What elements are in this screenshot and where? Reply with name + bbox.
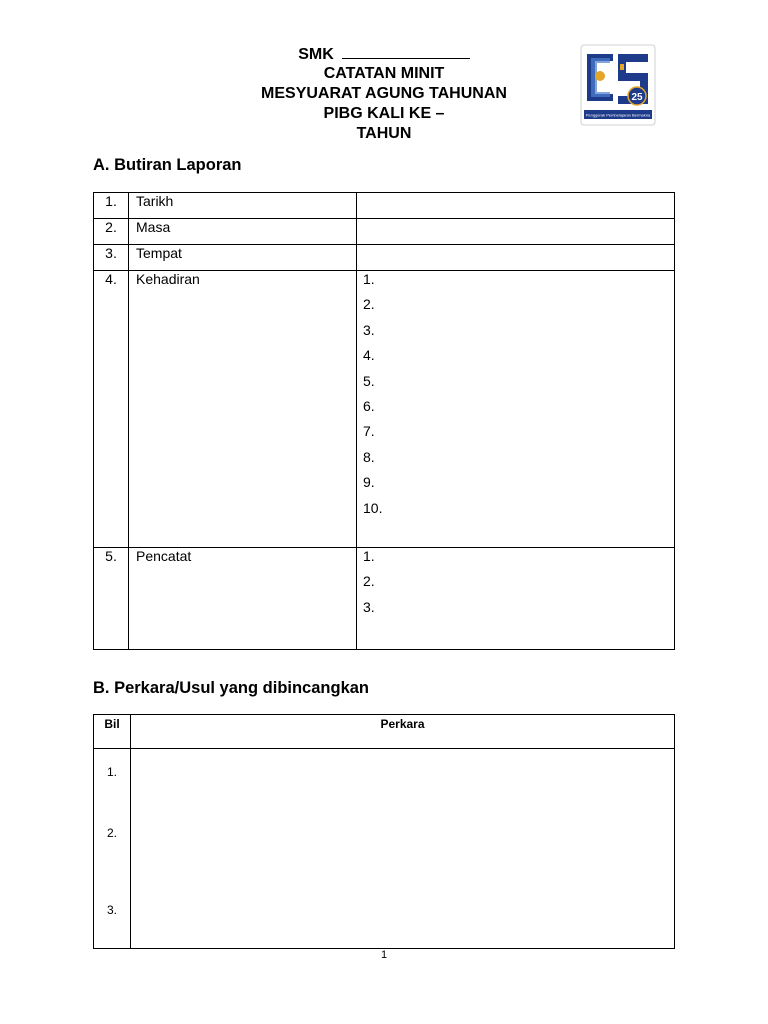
attendance-list[interactable]: [357, 271, 675, 548]
recorder-list[interactable]: [357, 548, 675, 650]
row-value-cell[interactable]: [357, 245, 675, 271]
row-number: 2.: [94, 219, 129, 245]
column-header-bil: Bil: [94, 715, 131, 749]
list-item: 6.: [363, 397, 375, 414]
row-number: 3.: [106, 903, 117, 917]
list-item: 3.: [363, 598, 375, 615]
school-prefix: SMK: [298, 46, 334, 63]
table-row: [94, 271, 675, 548]
column-header-perkara: Perkara: [131, 715, 675, 749]
row-number: 1.: [106, 765, 117, 779]
row-number: 5.: [94, 548, 129, 650]
table-row: [94, 548, 675, 650]
bil-column: [94, 749, 131, 949]
table-row: [94, 245, 675, 271]
list-item: 9.: [363, 474, 375, 491]
meeting-title-line: MESYUARAT AGUNG TAHUNAN: [261, 85, 507, 102]
list-item: 2.: [363, 573, 375, 590]
doc-title-line: CATATAN MINIT: [323, 65, 445, 82]
pibg-line: PIBG KALI KE –: [323, 105, 445, 122]
row-number: 2.: [106, 826, 117, 840]
list-item: 8.: [363, 448, 375, 465]
list-item: 5.: [363, 372, 375, 389]
row-label: Pencatat: [129, 548, 357, 650]
section-a-title: A. Butiran Laporan: [93, 156, 242, 174]
list-item: 1.: [363, 548, 375, 564]
list-item: 4.: [363, 347, 375, 364]
list-item: 2.: [363, 296, 375, 313]
row-value-cell[interactable]: [357, 219, 675, 245]
table-row: [94, 193, 675, 219]
list-item: 3.: [363, 321, 375, 338]
row-label: Masa: [129, 219, 357, 245]
row-label: Tarikh: [129, 193, 357, 219]
row-number: 3.: [94, 245, 129, 271]
row-label: Tempat: [129, 245, 357, 271]
page-number: 1: [380, 949, 388, 961]
table-header-row: [94, 715, 675, 749]
row-number: 4.: [94, 271, 129, 548]
table-row: [94, 749, 675, 949]
list-item: 7.: [363, 423, 375, 440]
year-line: TAHUN: [356, 125, 412, 142]
school-logo: [580, 44, 656, 126]
school-name-blank: [342, 44, 470, 59]
row-label: Kehadiran: [129, 271, 357, 548]
row-number: 1.: [94, 193, 129, 219]
perkara-cell[interactable]: [131, 749, 675, 949]
logo-caption: Penggerak Pembelajaran Bermakna: [585, 112, 651, 118]
agenda-table: [93, 714, 675, 949]
report-details-table: [93, 192, 675, 650]
row-value-cell[interactable]: [357, 193, 675, 219]
list-item: 1.: [363, 271, 375, 287]
list-item: 10.: [363, 499, 383, 516]
table-row: [94, 219, 675, 245]
logo-badge: 25: [631, 92, 643, 103]
section-b-title: B. Perkara/Usul yang dibincangkan: [93, 679, 370, 697]
